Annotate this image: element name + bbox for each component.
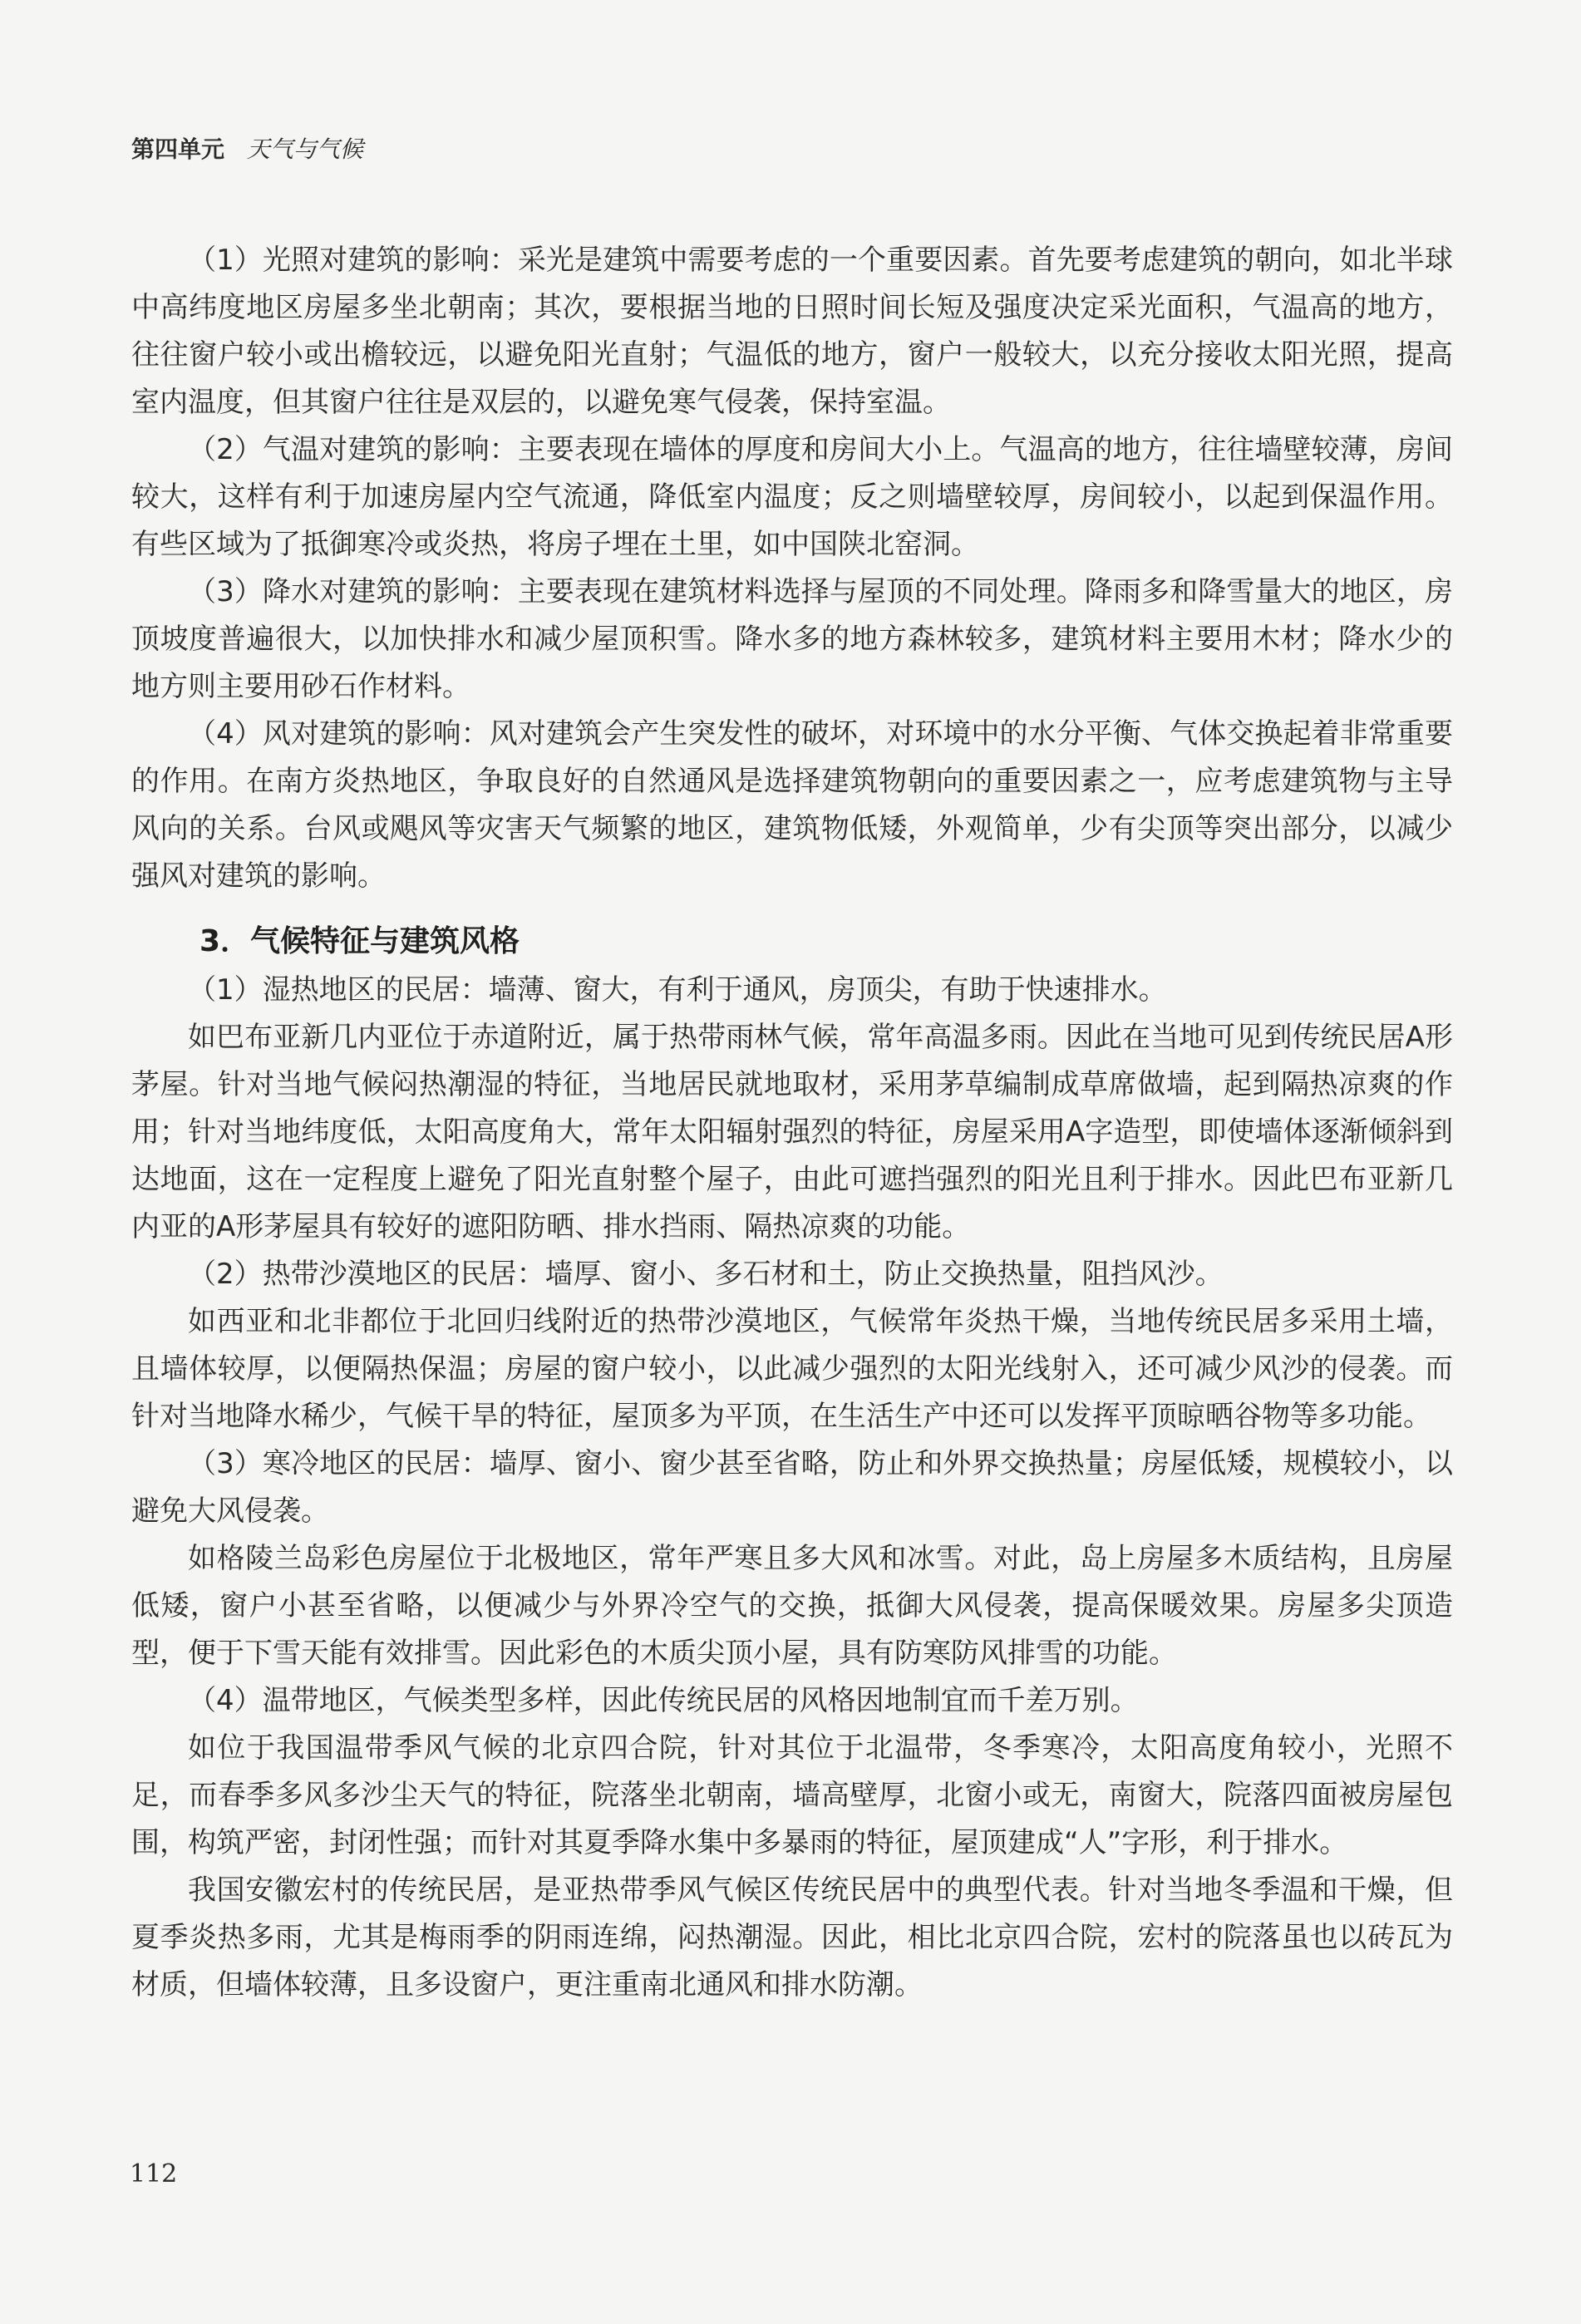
paragraph-cold-dwellings: （3）寒冷地区的民居：墙厚、窗小、窗少甚至省略，防止和外界交换热量；房屋低矮，规模较小，以避免大风侵袭。 <box>131 1447 1453 1528</box>
paragraph-greenland-example: 如格陵兰岛彩色房屋位于北极地区，常年严寒且多大风和冰雪。对此，岛上房屋多木质结构，且房屋低矮，窗户小甚至省略，以便减少与外界冷空气的交换，抵御大风侵袭，提高保暖效果。房屋多尖顶造型，便于下雪天能有效排雪。因此彩色的木质尖顶小屋，具有防寒防风排雪的功能。 <box>131 1542 1453 1670</box>
paragraph-temperature-effect: （2）气温对建筑的影响：主要表现在墙体的厚度和房间大小上。气温高的地方，往往墙壁较薄，房间较大，这样有利于加速房屋内空气流通，降低室内温度；反之则墙壁较厚，房间较小，以起到保温作用。有些区域为了抵御寒冷或炎热，将房子埋在土里，如中国陕北窑洞。 <box>131 433 1453 561</box>
page-body <box>131 237 1453 2009</box>
paragraph-hongcun-example: 我国安徽宏村的传统民居，是亚热带季风气候区传统民居中的典型代表。针对当地冬季温和干燥，但夏季炎热多雨，尤其是梅雨季的阴雨连绵，闷热潮湿。因此，相比北京四合院，宏村的院落虽也以砖瓦为材质，但墙体较薄，且多设窗户，更注重南北通风和排水防潮。 <box>131 1873 1453 2001</box>
paragraph-light-effect: （1）光照对建筑的影响：采光是建筑中需要考虑的一个重要因素。首先要考虑建筑的朝向，如北半球中高纬度地区房屋多坐北朝南；其次，要根据当地的日照时间长短及强度决定采光面积，气温高的地方，往往窗户较小或出檐较远，以避免阳光直射；气温低的地方，窗户一般较大，以充分接收太阳光照，提高室内温度，但其窗户往往是双层的，以避免寒气侵袭，保持室温。 <box>131 244 1453 419</box>
paragraph-wind-effect: （4）风对建筑的影响：风对建筑会产生突发性的破坏，对环境中的水分平衡、气体交换起着非常重要的作用。在南方炎热地区，争取良好的自然通风是选择建筑物朝向的重要因素之一，应考虑建筑物与主导风向的关系。台风或飓风等灾害天气频繁的地区，建筑物低矮，外观简单，少有尖顶等突出部分，以减少强风对建筑的影响。 <box>131 717 1453 893</box>
paragraph-humid-hot-dwellings: （1）湿热地区的民居：墙薄、窗大，有利于通风，房顶尖，有助于快速排水。 <box>188 973 1167 1007</box>
unit-topic: 天气与气候 <box>246 135 363 163</box>
paragraph-west-asia-example: 如西亚和北非都位于北回归线附近的热带沙漠地区，气候常年炎热干燥，当地传统民居多采用土墙，且墙体较厚，以便隔热保温；房屋的窗户较小，以此减少强烈的太阳光线射入，还可减少风沙的侵袭。而针对当地降水稀少，气候干旱的特征，屋顶多为平顶，在生活生产中还可以发挥平顶晾晒谷物等多功能。 <box>131 1305 1453 1433</box>
paragraph-beijing-siheyuan-example: 如位于我国温带季风气候的北京四合院，针对其位于北温带，冬季寒冷，太阳高度角较小，光照不足，而春季多风多沙尘天气的特征，院落坐北朝南，墙高壁厚，北窗小或无，南窗大，院落四面被房屋包围，构筑严密，封闭性强；而针对其夏季降水集中多暴雨的特征，屋顶建成“人”字形，利于排水。 <box>131 1731 1453 1859</box>
paragraph-temperate-dwellings: （4）温带地区，气候类型多样，因此传统民居的风格因地制宜而千差万别。 <box>188 1684 1139 1717</box>
paragraph-desert-dwellings: （2）热带沙漠地区的民居：墙厚、窗小、多石材和土，防止交换热量，阻挡风沙。 <box>188 1258 1224 1291</box>
unit-label: 第四单元 <box>131 135 225 163</box>
paragraph-papua-example: 如巴布亚新几内亚位于赤道附近，属于热带雨林气候，常年高温多雨。因此在当地可见到传统民居A形茅屋。针对当地气候闷热潮湿的特征，当地居民就地取材，采用茅草编制成草席做墙，起到隔热凉爽的作用；针对当地纬度低，太阳高度角大，常年太阳辐射强烈的特征，房屋采用A字造型，即使墙体逐渐倾斜到达地面，这在一定程度上避免了阳光直射整个屋子，由此可遮挡强烈的阳光且利于排水。因此巴布亚新几内亚的A形茅屋具有较好的遮阳防晒、排水挡雨、隔热凉爽的功能。 <box>131 1021 1453 1243</box>
section-heading: 3．气候特征与建筑风格 <box>199 924 520 958</box>
paragraph-precipitation-effect: （3）降水对建筑的影响：主要表现在建筑材料选择与屋顶的不同处理。降雨多和降雪量大的地区，房顶坡度普遍很大，以加快排水和减少屋顶积雪。降水多的地方森林较多，建筑材料主要用木材；降水少的地方则主要用砂石作材料。 <box>131 575 1453 703</box>
running-header <box>131 135 363 165</box>
page-number: 112 <box>130 2159 178 2189</box>
